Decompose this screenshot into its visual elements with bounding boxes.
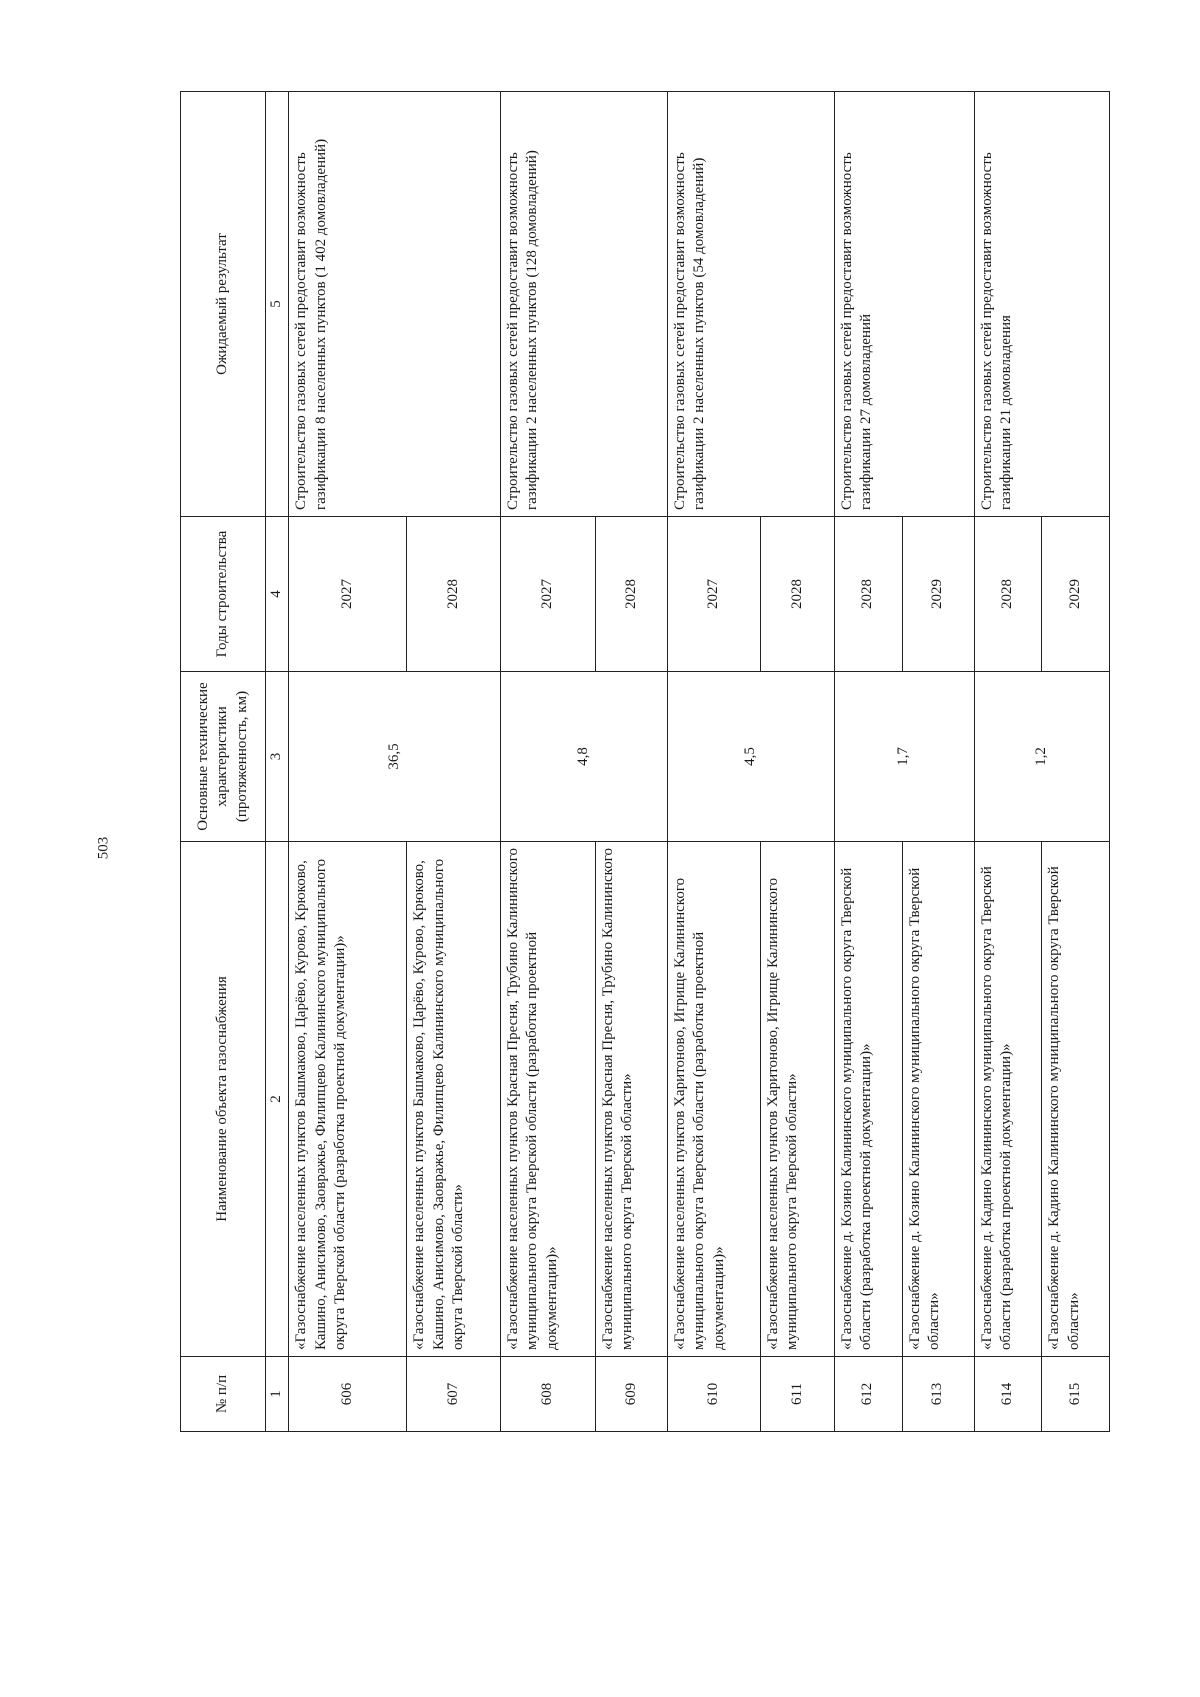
construction-year: 2029 <box>1042 517 1110 672</box>
construction-year: 2028 <box>760 517 834 672</box>
table-row <box>834 92 902 1432</box>
object-name: «Газоснабжение населенных пунктов Башмаково, Царёво, Курово, Крюково, Кашино, Анисимово, Заовражье, Филипцево Калининского муниципального округа Тверской области» <box>407 842 500 1357</box>
column-number: 3 <box>266 672 289 842</box>
table-row <box>500 92 595 1432</box>
column-number: 4 <box>266 517 289 672</box>
gas-supply-table-rotated <box>180 92 1110 1432</box>
construction-year: 2028 <box>407 517 500 672</box>
row-number: 611 <box>760 1357 834 1432</box>
header-name: Наименование объекта газоснабжения <box>181 842 266 1357</box>
row-number: 608 <box>500 1357 595 1432</box>
construction-year: 2027 <box>289 517 407 672</box>
row-number: 614 <box>974 1357 1042 1432</box>
length-value: 4,5 <box>667 672 834 842</box>
length-value: 36,5 <box>289 672 501 842</box>
object-name: «Газоснабжение населенных пунктов Красная Пресня, Трубино Калининского муниципального округа Тверской области (разработка проектной документации)» <box>500 842 595 1357</box>
expected-result: Строительство газовых сетей предоставит возможность газификации 27 домовладений <box>834 92 974 517</box>
construction-year: 2028 <box>974 517 1042 672</box>
row-number: 613 <box>902 1357 974 1432</box>
header-length: Основные технические характеристики (протяженность, км) <box>181 672 266 842</box>
row-number: 607 <box>407 1357 500 1432</box>
length-value: 1,7 <box>834 672 974 842</box>
row-number: 609 <box>595 1357 667 1432</box>
construction-year: 2028 <box>595 517 667 672</box>
page-number: 503 <box>95 836 112 860</box>
length-value: 4,8 <box>500 672 667 842</box>
expected-result: Строительство газовых сетей предоставит возможность газификации 2 населенных пунктов (54 домовладений) <box>667 92 834 517</box>
row-number: 612 <box>834 1357 902 1432</box>
header-years: Годы строительства <box>181 517 266 672</box>
gas-supply-table-frame <box>180 92 1110 1432</box>
row-number: 610 <box>667 1357 760 1432</box>
object-name: «Газоснабжение населенных пунктов Башмаково, Царёво, Курово, Крюково, Кашино, Анисимово, Заовражье, Филипцево Калининского муниципального округа Тверской области (разработка проектной документации)» <box>289 842 407 1357</box>
column-number: 1 <box>266 1357 289 1432</box>
header-no: № п/п <box>181 1357 266 1432</box>
column-number: 5 <box>266 92 289 517</box>
construction-year: 2027 <box>667 517 760 672</box>
column-number-row <box>266 92 289 1432</box>
expected-result: Строительство газовых сетей предоставит возможность газификации 21 домовладения <box>974 92 1109 517</box>
table-header-row <box>181 92 266 1432</box>
row-number: 615 <box>1042 1357 1110 1432</box>
column-number: 2 <box>266 842 289 1357</box>
object-name: «Газоснабжение населенных пунктов Красная Пресня, Трубино Калининского муниципального округа Тверской области» <box>595 842 667 1357</box>
gas-supply-table <box>180 91 1110 1432</box>
object-name: «Газоснабжение д. Козино Калининского муниципального округа Тверской области» <box>902 842 974 1357</box>
object-name: «Газоснабжение населенных пунктов Харитоново, Игрище Калининского муниципального округа Тверской области» <box>760 842 834 1357</box>
table-row <box>974 92 1042 1432</box>
object-name: «Газоснабжение д. Кадино Калининского муниципального округа Тверской области» <box>1042 842 1110 1357</box>
construction-year: 2027 <box>500 517 595 672</box>
length-value: 1,2 <box>974 672 1109 842</box>
construction-year: 2029 <box>902 517 974 672</box>
table-row <box>289 92 407 1432</box>
object-name: «Газоснабжение д. Козино Калининского муниципального округа Тверской области (разработка проектной документации)» <box>834 842 902 1357</box>
header-result: Ожидаемый результат <box>181 92 266 517</box>
expected-result: Строительство газовых сетей предоставит возможность газификации 2 населенных пунктов (128 домовладений) <box>500 92 667 517</box>
construction-year: 2028 <box>834 517 902 672</box>
object-name: «Газоснабжение д. Кадино Калининского муниципального округа Тверской области (разработка проектной документации)» <box>974 842 1042 1357</box>
row-number: 606 <box>289 1357 407 1432</box>
table-row <box>667 92 760 1432</box>
object-name: «Газоснабжение населенных пунктов Харитоново, Игрище Калининского муниципального округа Тверской области (разработка проектной документации)» <box>667 842 760 1357</box>
expected-result: Строительство газовых сетей предоставит возможность газификации 8 населенных пунктов (1 402 домовладений) <box>289 92 501 517</box>
